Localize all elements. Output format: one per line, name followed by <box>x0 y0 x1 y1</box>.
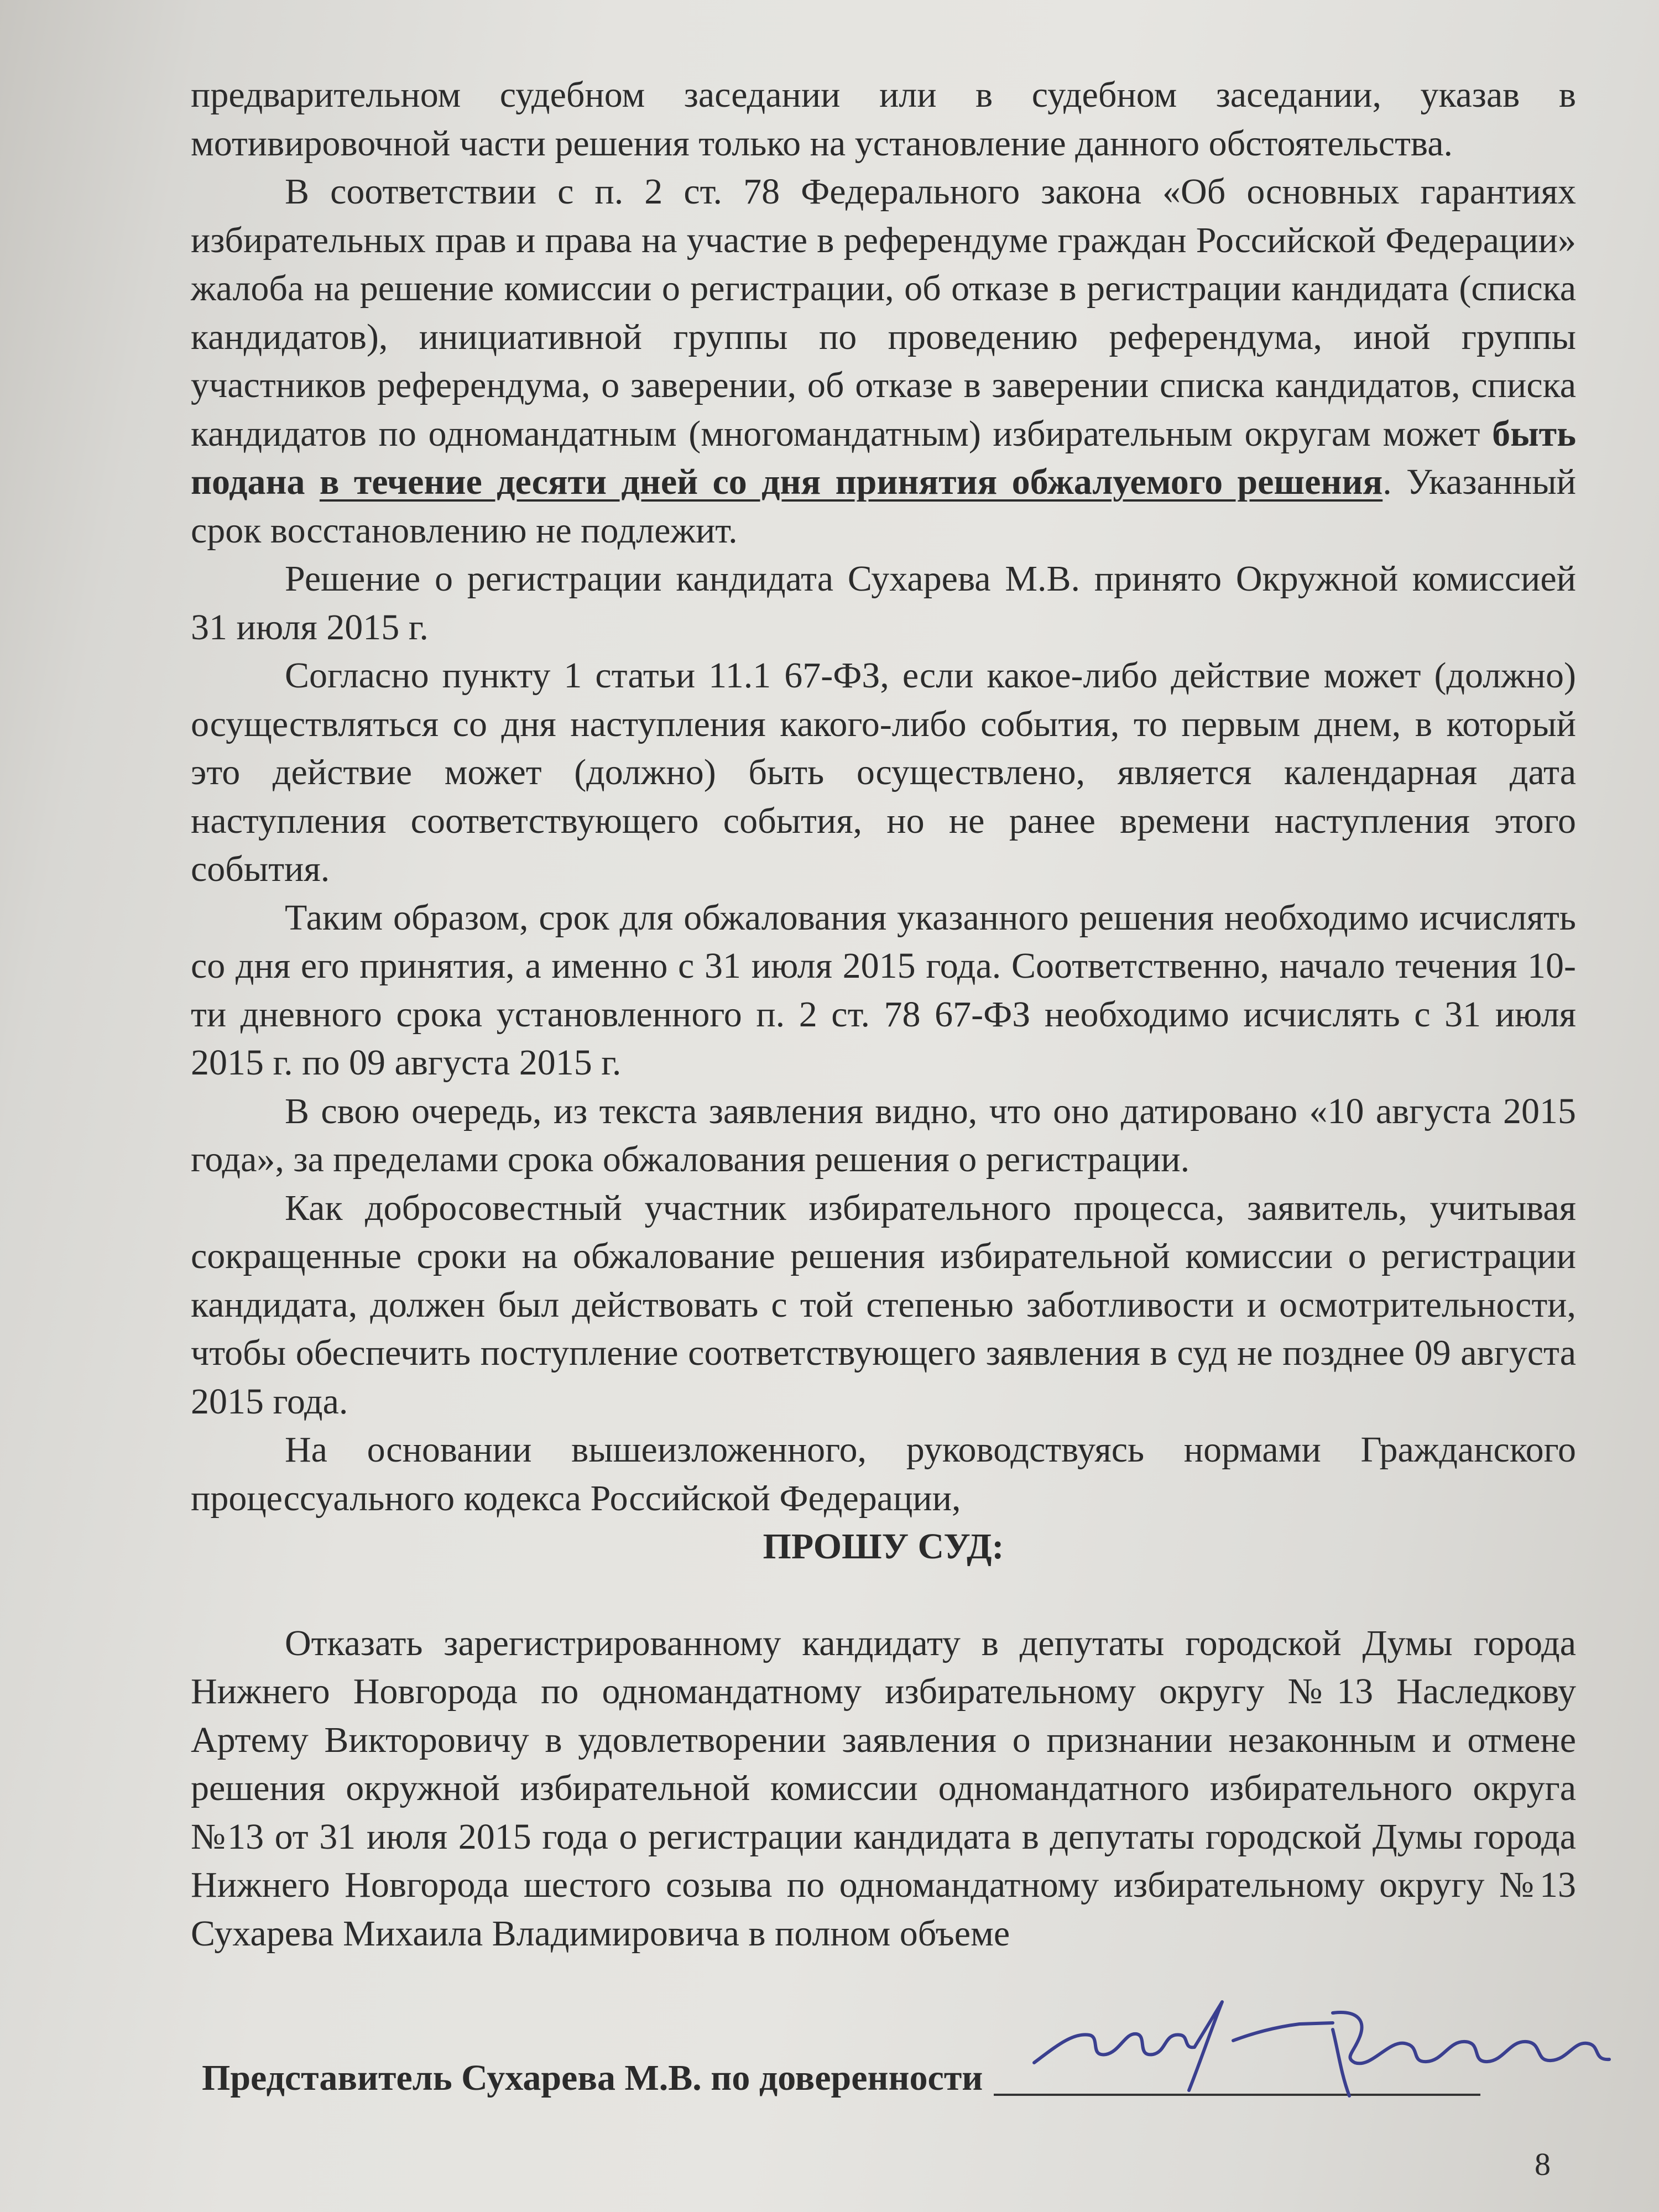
signature-stroke-3 <box>1333 2012 1609 2063</box>
underlined-phrase: в течение десяти дней со дня принятия обжалуемого решения <box>319 462 1383 502</box>
spacer <box>191 1571 1576 1619</box>
paragraph-1: предварительном судебном заседании или в судебном заседании, указав в мотивировочной части решения только на установление данного обстоятельства. <box>191 75 1576 164</box>
signature-stroke-4 <box>1333 2030 1349 2096</box>
paragraph-8: На основании вышеизложенного, руководствуясь нормами Гражданского процессуального кодекса Российской Федерации, <box>191 1430 1576 1519</box>
paragraph-5: Таким образом, срок для обжалования указанного решения необходимо исчислять со дня его принятия, а именно с 31 июля 2015 года. Соответственно, начало течения 10-ти дневного срока установленного п. 2 ст. 78 67-ФЗ необходимо исчислять с 31 июля 2015 г. по 09 августа 2015 г. <box>191 897 1576 1083</box>
paragraph-6: В свою очередь, из текста заявления видно, что оно датировано «10 августа 2015 года», за пределами срока обжалования решения о регистрации. <box>191 1091 1576 1180</box>
paragraph-3: Решение о регистрации кандидата Сухарева М.В. принято Окружной комиссией 31 июля 2015 г. <box>191 559 1576 648</box>
signature-stroke-2 <box>1233 2023 1333 2041</box>
bold-phrase-text: быть подана <box>191 413 1577 502</box>
handwritten-signature-icon <box>1023 1980 1642 2107</box>
signature-label: Представитель Сухарева М.В. по доверенности <box>202 2058 983 2098</box>
signature-stroke-1 <box>1034 2002 1222 2090</box>
paragraph-2 <box>191 168 1576 555</box>
request-paragraph: Отказать зарегистрированному кандидату в депутаты городской Думы города Нижнего Новгорода по одномандатному избирательному округу №13 Наследкову Артему Викторовичу в удовлетворении заявления о признании незаконным и отмене решения окружной избирательной комиссии одномандатного избирательного округа №13 от 31 июля 2015 года о регистрации кандидата в депутаты городской Думы города Нижнего Новгорода шестого созыва по одномандатному избирательному округу №13 Сухарева Михаила Владимировича в полном объеме <box>191 1623 1576 1954</box>
after-underline-text: . Указанный срок восстановлению не подлежит. <box>191 462 1577 551</box>
paragraph-4: Согласно пункту 1 статьи 11.1 67-ФЗ, если какое-либо действие может (должно) осуществляться со дня наступления какого-либо события, то первым днем, в который это действие может (должно) быть осуществлено, является календарная дата наступления соответствующего события, но не ранее времени наступления этого события. <box>191 655 1576 889</box>
document-body <box>191 71 1576 1958</box>
page-number: 8 <box>1535 2146 1551 2182</box>
paragraph-2-text: В соответствии с п. 2 ст. 78 Федерального закона «Об основных гарантиях избирательных прав и права на участие в референдуме граждан Российской Федерации» жалоба на решение комиссии о регистрации, об отказе в регистрации кандидата (списка кандидатов), инициативной группы по проведению референдума, иной группы участников референдума, о заверении, об отказе в заверении списка кандидатов, списка кандидатов по одномандатным (многомандатным) избирательным округам может <box>191 171 1576 454</box>
paragraph-7: Как добросовестный участник избирательного процесса, заявитель, учитывая сокращенные сроки на обжалование решения избирательной комиссии о регистрации кандидата, должен был действовать с той степенью заботливости и осмотрительности, чтобы обеспечить поступление соответствующего заявления в суд не позднее 09 августа 2015 года. <box>191 1187 1576 1422</box>
request-heading: ПРОШУ СУД: <box>763 1526 1004 1567</box>
